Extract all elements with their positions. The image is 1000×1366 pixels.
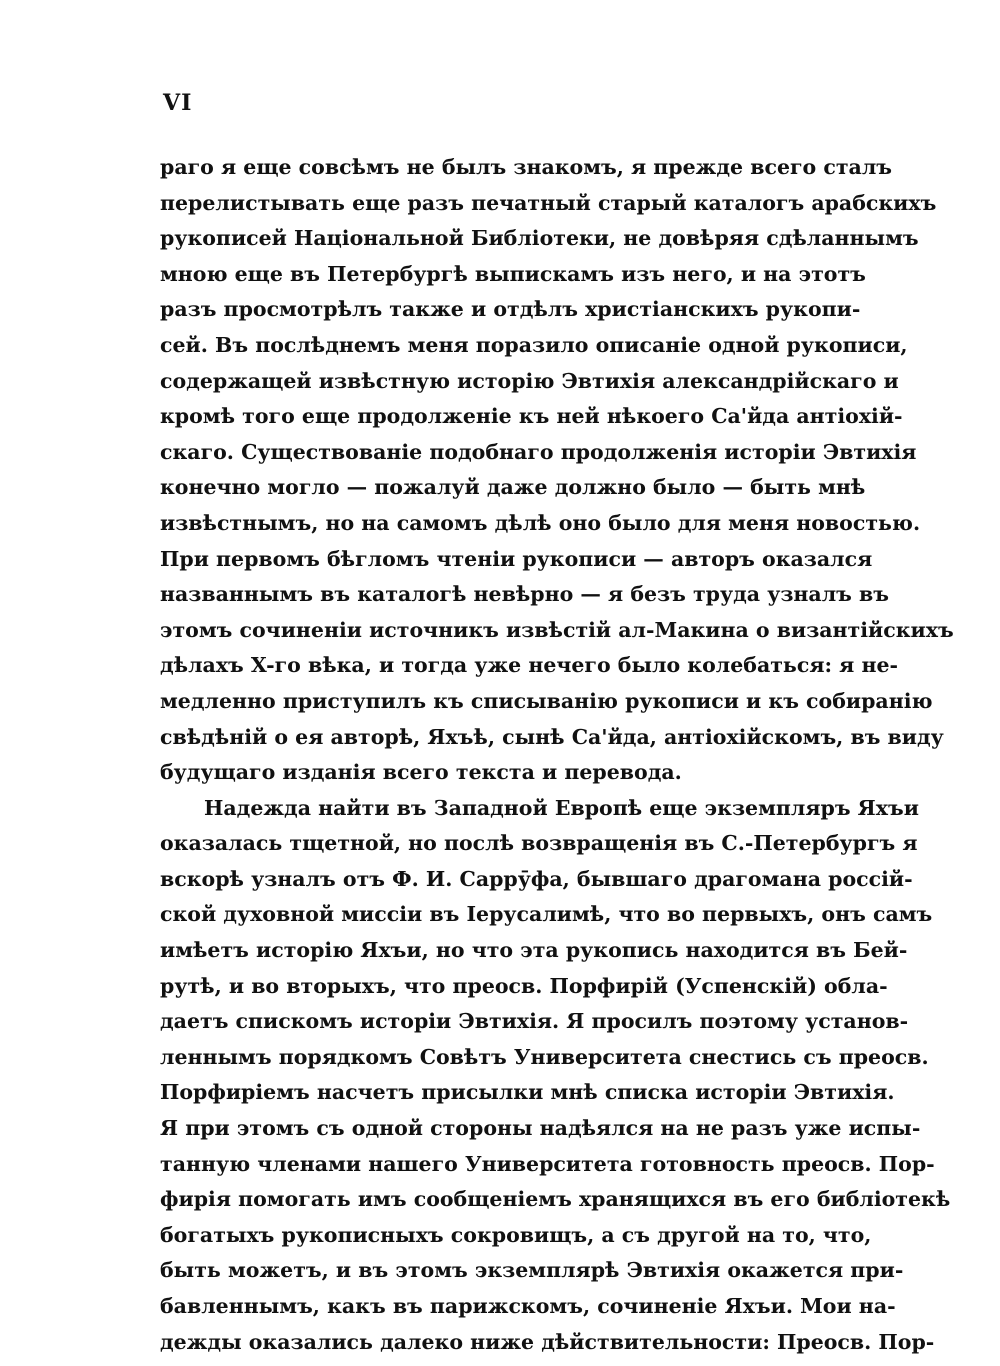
text-line: будущаго изданія всего текста и перевода.	[160, 760, 682, 785]
text-line: даетъ спискомъ исторіи Эвтихія. Я просилъ поэтому установ-	[160, 1009, 909, 1034]
text-line: раго я еще совсѣмъ не былъ знакомъ, я прежде всего сталъ	[160, 155, 893, 179]
text-line: оказалась тщетной, но послѣ возвращенія въ С.-Петербургъ я	[160, 831, 918, 856]
text-line: фирія помогать имъ сообщеніемъ хранящихся въ его библіотекѣ	[160, 1187, 951, 1212]
text-line: ской духовной миссіи въ Іерусалимѣ, что во первыхъ, онъ самъ	[160, 902, 933, 927]
text-line: богатыхъ рукописныхъ сокровищъ, а съ другой на то, что,	[160, 1222, 872, 1247]
text-line: имѣетъ исторію Яхъи, но что эта рукопись находится въ Бей-	[160, 938, 908, 963]
text-line: дежды оказались далеко ниже дѣйствительности: Преосв. Пор-	[160, 1329, 935, 1354]
text-line: Я при этомъ съ одной стороны надѣялся на не разъ уже испы-	[160, 1116, 921, 1141]
text-line: леннымъ порядкомъ Совѣтъ Университета снестись съ преосв.	[160, 1044, 929, 1069]
text-line: скаго. Существованіе подобнаго продолженія исторіи Эвтихія	[160, 439, 917, 464]
text-line: названнымъ въ каталогѣ невѣрно — я безъ труда узналъ въ	[160, 582, 890, 607]
text-line: мною еще въ Петербургѣ выпискамъ изъ него, и на этотъ	[160, 261, 866, 286]
text-line: медленно приступилъ къ списыванію рукописи и къ собиранію	[160, 688, 933, 713]
text-line: рутѣ, и во вторыхъ, что преосв. Порфирій (Успенскій) обла-	[160, 973, 888, 998]
text-line: быть можетъ, и въ этомъ экземплярѣ Эвтихія окажется при-	[160, 1258, 904, 1283]
text-line: рукописей Національной Библіотеки, не довѣряя сдѣланнымъ	[160, 226, 919, 251]
text-line: кромѣ того еще продолженіе къ ней нѣкоего Са'йда антіохій-	[160, 404, 903, 429]
text-block	[160, 150, 954, 1360]
text-line: дѣлахъ X-го вѣка, и тогда уже нечего было колебаться: я не-	[160, 653, 899, 678]
text-line: содержащей извѣстную исторію Эвтихія александрійскаго и	[160, 368, 899, 393]
text-line: извѣстнымъ, но на самомъ дѣлѣ оно было для меня новостью.	[160, 510, 921, 535]
text-line: Надежда найти въ Западной Европѣ еще экземпляръ Яхъи	[204, 795, 919, 820]
text-line: Порфиріемъ насчетъ присылки мнѣ списка исторіи Эвтихія.	[160, 1080, 895, 1105]
page-number: VI	[163, 90, 193, 116]
text-line: вскорѣ узналъ отъ Ф. И. Саррӯфа, бывшаго драгомана россій-	[160, 866, 913, 891]
text-line: сей. Въ послѣднемъ меня поразило описаніе одной рукописи,	[160, 332, 908, 357]
text-line: свѣдѣній о ея авторѣ, Яхъѣ, сынѣ Са'йда, антіохійскомъ, въ виду	[160, 724, 944, 749]
text-line: разъ просмотрѣлъ также и отдѣлъ христіанскихъ рукопи-	[160, 297, 861, 322]
text-line: этомъ сочиненіи источникъ извѣстій ал-Макина о византійскихъ	[160, 617, 954, 642]
text-line: перелистывать еще разъ печатный старый каталогъ арабскихъ	[160, 190, 937, 215]
text-line: бавленнымъ, какъ въ парижскомъ, сочиненіе Яхъи. Мои на-	[160, 1294, 896, 1318]
text-line: При первомъ бѣгломъ чтеніи рукописи — авторъ оказался	[160, 546, 873, 571]
text-line: конечно могло — пожалуй даже должно было — быть мнѣ	[160, 475, 866, 500]
text-line: танную членами нашего Университета готовность преосв. Пор-	[160, 1151, 935, 1176]
